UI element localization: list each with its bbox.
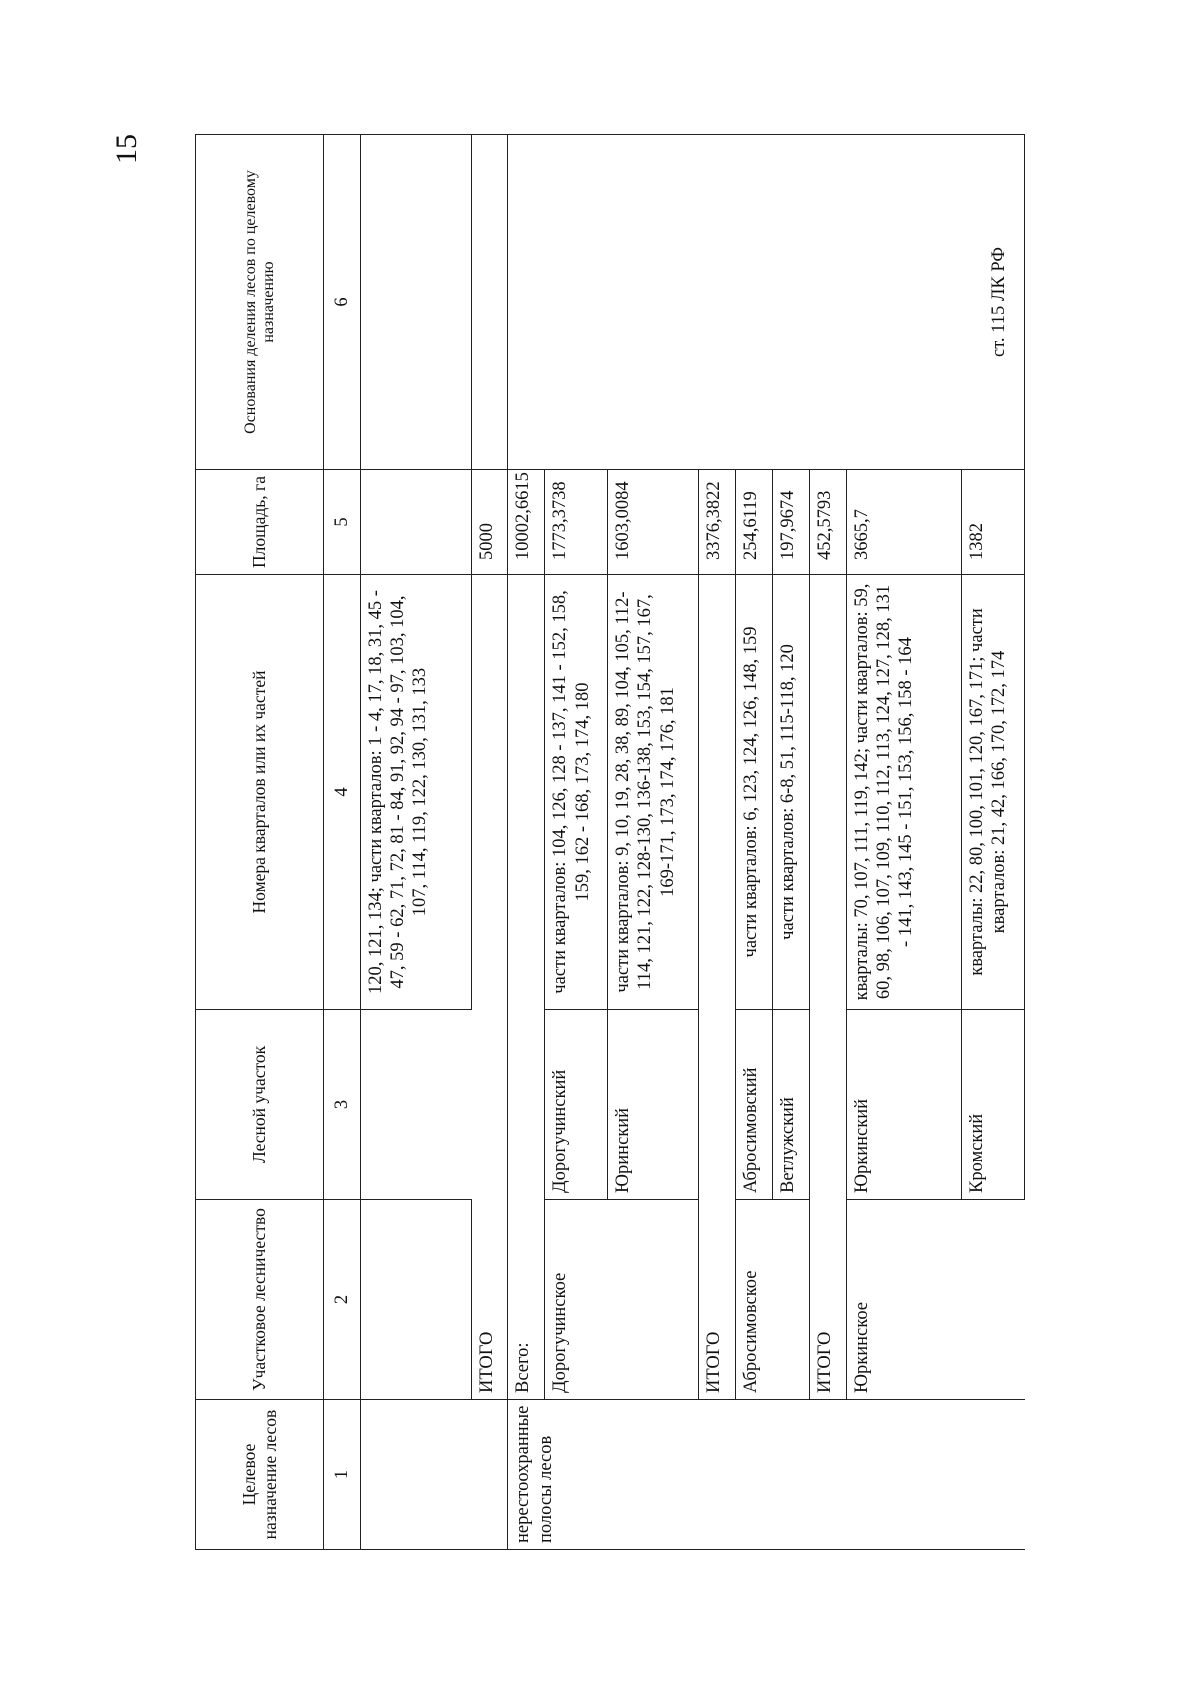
header-quarters: Номера кварталов или их частей xyxy=(196,575,324,1010)
cell-empty xyxy=(471,135,508,470)
cell-area: 1603,0084 xyxy=(608,470,699,575)
total-label: ИТОГО xyxy=(810,1200,847,1400)
cell-empty xyxy=(810,1010,847,1200)
header-plot: Лесной участок xyxy=(196,1010,324,1200)
forest-purpose-table xyxy=(195,134,1025,1550)
total-area: 5000 xyxy=(471,470,508,575)
cell-plot: Юркинский xyxy=(847,1010,962,1200)
rotated-table-wrapper xyxy=(195,135,1025,1550)
header-district: Участковое лесничество xyxy=(196,1200,324,1400)
cell-empty xyxy=(699,575,736,1010)
cell-empty xyxy=(471,1010,508,1200)
cell-quarters: части кварталов: 104, 126, 128 - 137, 141 - 152, 158, 159, 162 - 168, 173, 174, 180 xyxy=(545,575,608,1010)
index-cell: 2 xyxy=(324,1200,361,1400)
cell-quarters: 120, 121, 134; части кварталов: 1 - 4, 17, 18, 31, 45 - 47, 59 - 62, 71, 72, 81 - 84, 91, 92, 94 - 97, 103, 104, 107, 114, 119, 122, 130, 131, 133 xyxy=(360,575,471,1010)
cell-plot: Дорогучинский xyxy=(545,1010,608,1200)
cell-area: 254,6119 xyxy=(736,470,773,575)
cell-empty xyxy=(471,575,508,1010)
index-cell: 6 xyxy=(324,135,361,470)
cell-district: Юркинское xyxy=(847,1200,1025,1400)
cell-empty xyxy=(508,575,545,1010)
page-number: 15 xyxy=(110,134,143,164)
cell-quarters: части кварталов: 6-8, 51, 115-118, 120 xyxy=(773,575,810,1010)
index-cell: 4 xyxy=(324,575,361,1010)
table-row xyxy=(360,135,471,1550)
cell-empty xyxy=(360,470,471,575)
cell-empty xyxy=(360,1200,471,1400)
cell-quarters: кварталы: 22, 80, 100, 101, 120, 167, 171; части кварталов: 21, 42, 166, 170, 172, 174 xyxy=(962,575,1025,1010)
cell-purpose: нерестоохранные полосы лесов xyxy=(508,1400,1025,1550)
grand-total-area: 10002,6615 xyxy=(508,470,545,575)
index-cell: 3 xyxy=(324,1010,361,1200)
cell-plot: Ветлужский xyxy=(773,1010,810,1200)
total-row xyxy=(471,135,508,1550)
cell-quarters: кварталы: 70, 107, 111, 119, 142; части кварталов: 59, 60, 98, 106, 107, 109, 110, 112, 113, 124, 127, 128, 131 - 141, 143, 145 - 151, 153, 156, 158 - 164 xyxy=(847,575,962,1010)
total-label: ИТОГО xyxy=(699,1200,736,1400)
cell-area: 197,9674 xyxy=(773,470,810,575)
index-row xyxy=(324,135,361,1550)
cell-district: Абросимовское xyxy=(736,1200,810,1400)
total-label: ИТОГО xyxy=(471,1200,508,1400)
total-area: 3376,3822 xyxy=(699,470,736,575)
cell-plot: Юринский xyxy=(608,1010,699,1200)
header-purpose: Целевое назначение лесов xyxy=(196,1400,324,1550)
cell-empty xyxy=(810,575,847,1010)
total-area: 452,5793 xyxy=(810,470,847,575)
cell-plot: Абросимовский xyxy=(736,1010,773,1200)
cell-area: 3665,7 xyxy=(847,470,962,575)
cell-empty xyxy=(360,1010,471,1200)
header-area: Площадь, га xyxy=(196,470,324,575)
cell-empty xyxy=(699,1010,736,1200)
cell-area: 1773,3738 xyxy=(545,470,608,575)
grand-total-row xyxy=(508,135,545,1550)
cell-plot: Кромский xyxy=(962,1010,1025,1200)
cell-empty xyxy=(471,1400,508,1550)
header-row xyxy=(196,135,324,1550)
cell-basis: ст. 115 ЛК РФ xyxy=(508,135,1025,470)
cell-empty xyxy=(360,135,471,470)
index-cell: 1 xyxy=(324,1400,361,1550)
cell-empty xyxy=(360,1400,471,1550)
index-cell: 5 xyxy=(324,470,361,575)
cell-empty xyxy=(508,1010,545,1200)
header-basis: Основания деления лесов по целевому назначению xyxy=(196,135,324,470)
cell-quarters: части кварталов: 6, 123, 124, 126, 148, 159 xyxy=(736,575,773,1010)
cell-area: 1382 xyxy=(962,470,1025,575)
cell-quarters: части кварталов: 9, 10, 19, 28, 38, 89, 104, 105, 112-114, 121, 122, 128-130, 136-138, 153, 154, 157, 167, 169-171, 173, 174, 176, 181 xyxy=(608,575,699,1010)
cell-district: Дорогучинское xyxy=(545,1200,699,1400)
grand-total-label: Всего: xyxy=(508,1200,545,1400)
